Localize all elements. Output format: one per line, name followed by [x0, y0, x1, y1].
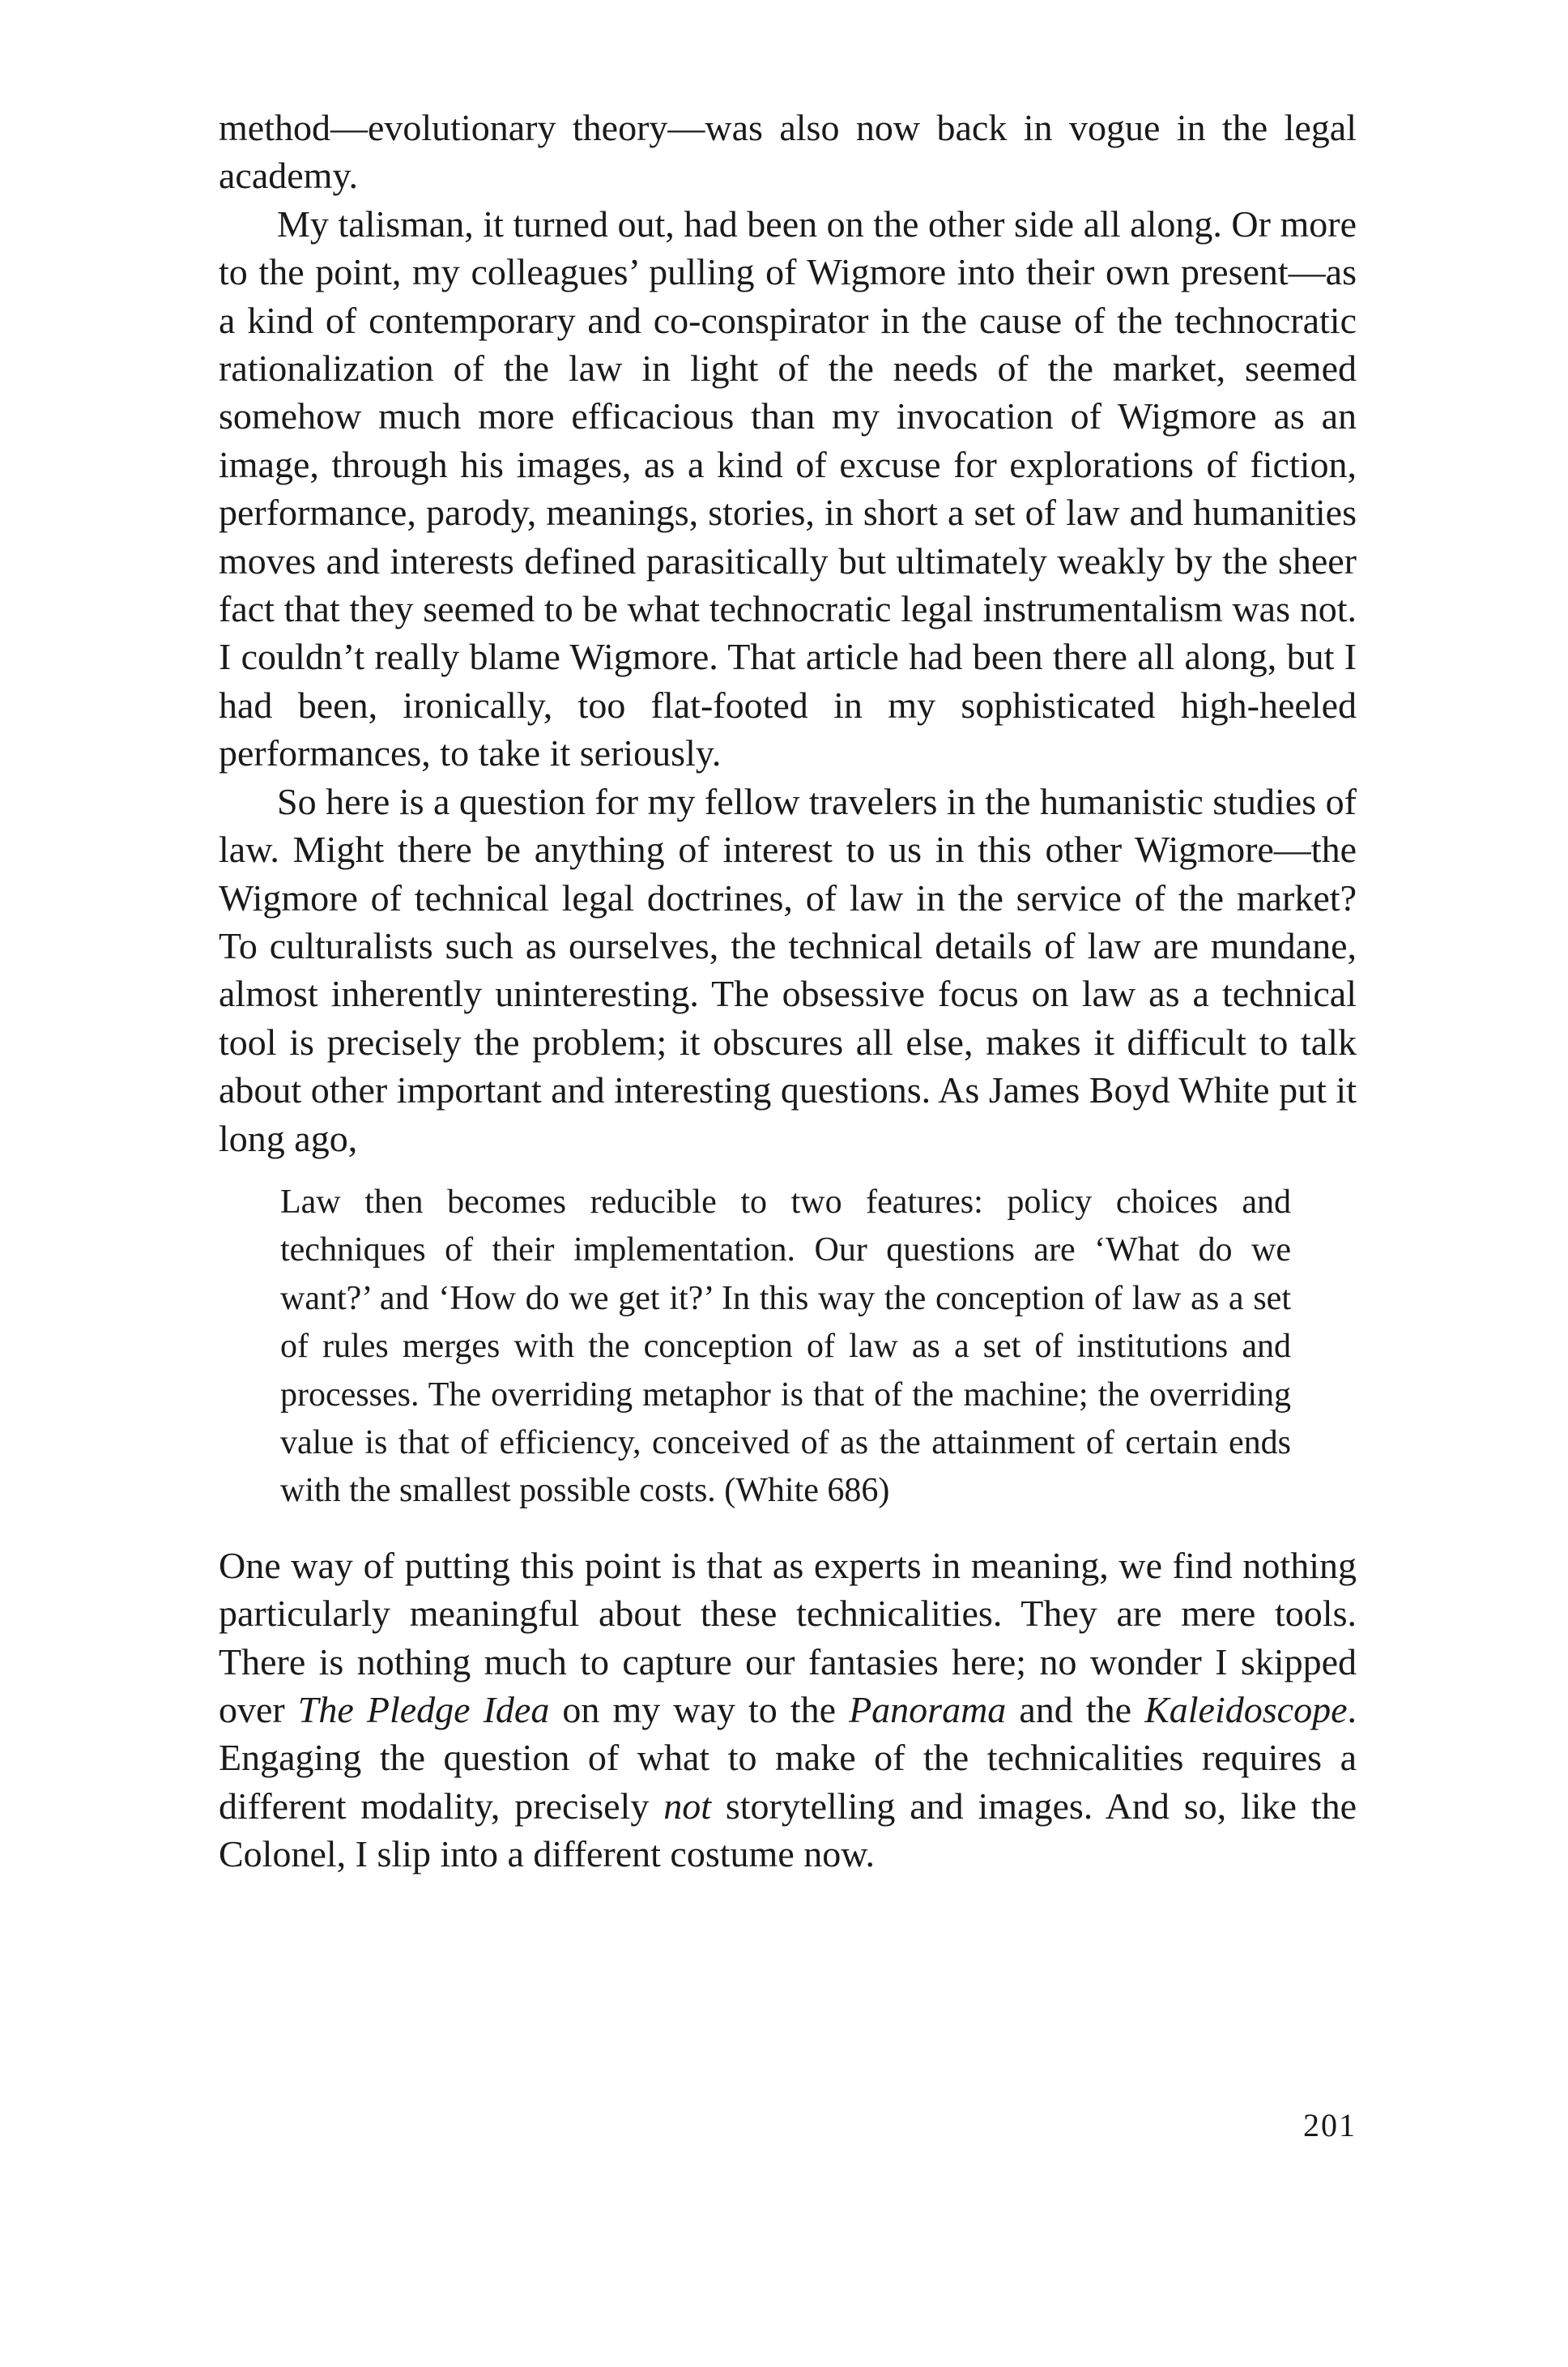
- block-quote-white: Law then becomes reducible to two features: policy choices and techniques of their implementation. Our questions are ‘What do we want?’ and ‘How do we get it?’ In this way the conception of law as a set of rules merges with the conception of law as a set of institutions and processes. The overriding metaphor is that of the machine; the overriding value is that of efficiency, conceived of as the attainment of certain ends with the smallest possible costs. (White 686): [280, 1183, 1291, 1510]
- title-panorama: Panorama: [849, 1689, 1007, 1730]
- paragraph-question: So here is a question for my fellow travelers in the humanistic studies of law. Might there be anything of interest to us in this other Wigmore—the Wigmore of technical legal doctrines, of law in the service of the market? To culturalists such as ourselves, the technical details of law are mundane, almost inherently uninteresting. The obsessive focus on law as a technical tool is precisely the problem; it obscures all else, makes it difficult to talk about other important and interesting questions. As James Boyd White put it long ago,: [219, 780, 1357, 1159]
- title-kaleidoscope: Kaleidoscope: [1144, 1689, 1348, 1730]
- p4-text-start: One way of putting this point is that as experts in meaning, we find nothing particularly meaningful about these technicalities. They are mere tools. There is nothing much to capture our fantasies here; no wonder I skipped over: [219, 1544, 1357, 1730]
- body-text: [219, 104, 1357, 1879]
- p4-text-end: storytelling and images. And so, like the Colonel, I slip into a different costume now.: [219, 1785, 1357, 1875]
- paragraph-talisman: My talisman, it turned out, had been on the other side all along. Or more to the point, my colleagues’ pulling of Wigmore into their own present—as a kind of contemporary and co-conspirator in the cause of the technocratic rationalization of the law in light of the needs of the market, seemed somehow much more efficacious than my invocation of Wigmore as an image, through his images, as a kind of excuse for explorations of fiction, performance, parody, meanings, stories, in short a set of law and humanities moves and interests defined parasitically but ultimately weakly by the sheer fact that they seemed to be what technocratic legal instrumentalism was not. I couldn’t really blame Wigmore. That article had been there all along, but I had been, ironically, too flat-footed in my sophisticated high-heeled performances, to take it seriously.: [219, 203, 1357, 774]
- p4-text-mid2: and the: [1006, 1689, 1145, 1730]
- page-number: 201: [1303, 2107, 1357, 2143]
- title-pledge-idea: The Pledge Idea: [297, 1689, 550, 1730]
- block-quote-container: [219, 1162, 1357, 1542]
- paragraph-continuation: method—evolutionary theory—was also now back in vogue in the legal academy.: [219, 107, 1357, 197]
- paragraph-experts-in-meaning: [219, 1542, 1357, 1879]
- emphasis-not: not: [663, 1785, 711, 1827]
- p4-text-mid3: . Engaging the question of what to make of the technicalities requires a different modality, precisely: [219, 1689, 1357, 1827]
- p4-text-mid1: on my way to the: [549, 1689, 850, 1730]
